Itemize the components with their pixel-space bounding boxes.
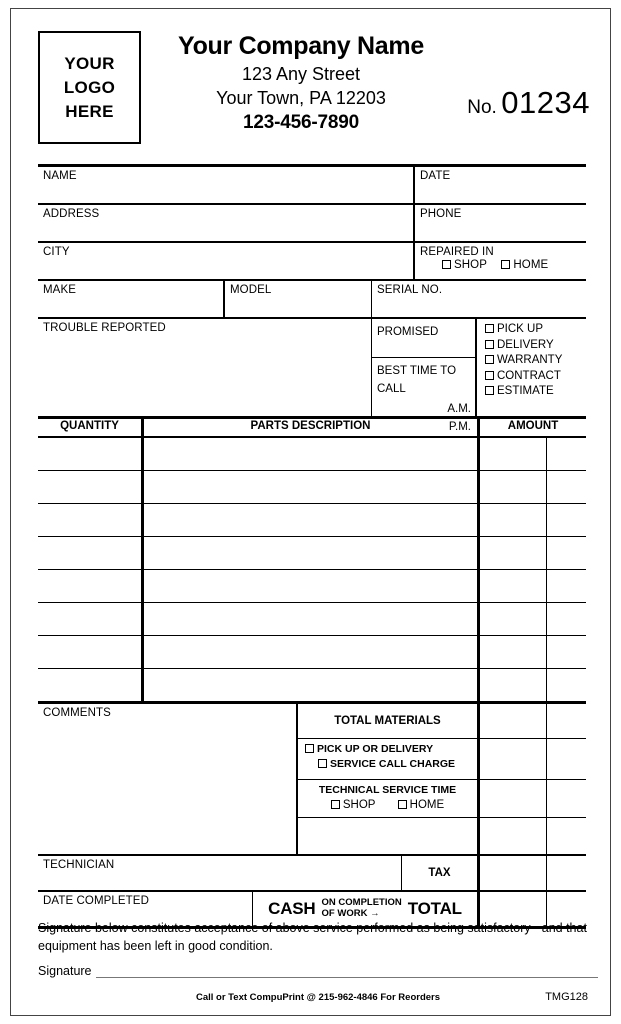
checkbox-tech-time-shop[interactable] <box>331 799 375 811</box>
checkbox-contract-label: CONTRACT <box>497 369 561 382</box>
checkbox-icon <box>485 324 494 333</box>
checkbox-repaired-shop-label: SHOP <box>454 259 487 271</box>
cell-description[interactable] <box>141 438 477 470</box>
cell-quantity[interactable] <box>38 504 141 536</box>
service-options-group <box>475 319 586 416</box>
cash-sub-line-1: ON COMPLETION <box>321 897 402 909</box>
checkbox-warranty[interactable] <box>485 354 586 366</box>
reorder-note: Call or Text CompuPrint @ 215-962-4846 For Reorders <box>195 992 441 1003</box>
arrow-right-icon: → <box>370 908 380 919</box>
field-trouble-reported-label: TROUBLE REPORTED <box>43 322 166 334</box>
company-name: Your Company Name <box>178 32 424 60</box>
checkbox-service-call-charge-label: SERVICE CALL CHARGE <box>330 758 456 770</box>
logo-line-2: LOGO <box>63 78 116 97</box>
cell-amount-dollars[interactable] <box>477 603 546 635</box>
checkbox-delivery[interactable] <box>485 339 586 351</box>
cash-sub-text <box>322 898 402 920</box>
cell-amount-cents[interactable] <box>546 636 586 668</box>
checkbox-service-call-charge[interactable] <box>298 758 467 770</box>
table-row[interactable] <box>38 669 586 701</box>
repaired-in-options <box>420 259 586 271</box>
checkbox-tech-time-home-label: HOME <box>409 799 445 811</box>
acceptance-disclaimer: Signature below constitutes acceptance of above service performed as being satisfactory - and that equipment has been left in good condition. <box>38 921 587 954</box>
column-header-parts-description: PARTS DESCRIPTION <box>141 419 477 436</box>
row-comments-totals <box>38 704 586 854</box>
row-name-date <box>38 167 586 203</box>
invoice-number-value: 01234 <box>501 85 590 120</box>
checkbox-icon <box>331 800 340 809</box>
cell-total-materials-cents[interactable] <box>547 704 586 738</box>
cell-description[interactable] <box>141 504 477 536</box>
company-address-line-1: 123 Any Street <box>241 63 361 84</box>
checkbox-tech-time-home[interactable] <box>398 799 445 811</box>
totals-amount-cents-column <box>546 704 586 854</box>
table-row[interactable] <box>38 471 586 503</box>
parts-table-header <box>38 419 586 436</box>
field-comments[interactable] <box>38 704 296 854</box>
checkbox-icon <box>442 260 451 269</box>
table-row[interactable] <box>38 438 586 470</box>
cell-tech-time-cents[interactable] <box>547 779 586 817</box>
total-label: TOTAL <box>407 899 462 918</box>
field-city[interactable] <box>38 243 413 279</box>
checkbox-icon <box>485 386 494 395</box>
best-time-label: BEST TIME TO CALL <box>377 365 457 395</box>
best-time-pm-label: P.M. <box>448 421 471 433</box>
repaired-in-label: REPAIRED IN <box>420 246 494 258</box>
parts-table-body <box>38 438 586 701</box>
row-totals-blank[interactable] <box>298 817 477 854</box>
tax-label: TAX <box>428 867 451 879</box>
checkbox-icon <box>305 744 314 753</box>
best-time-am-label: A.M. <box>447 403 471 415</box>
cell-amount-dollars[interactable] <box>477 636 546 668</box>
field-name[interactable] <box>38 167 413 203</box>
field-best-time-to-call[interactable] <box>372 357 475 433</box>
field-phone[interactable] <box>413 205 586 241</box>
field-repaired-in <box>413 243 586 279</box>
cell-description[interactable] <box>141 570 477 602</box>
field-technician-label: TECHNICIAN <box>43 859 115 871</box>
cell-amount-dollars[interactable] <box>477 570 546 602</box>
field-name-label: NAME <box>43 170 77 182</box>
company-address-line-2: Your Town, PA 12203 <box>216 88 386 108</box>
row-city-repaired <box>38 243 586 279</box>
cell-amount-dollars[interactable] <box>477 504 546 536</box>
field-date-label: DATE <box>420 170 451 182</box>
invoice-form <box>10 8 611 1016</box>
field-phone-label: PHONE <box>420 208 462 220</box>
cash-sub-line-2: OF WORK <box>321 908 368 919</box>
checkbox-icon <box>318 759 327 768</box>
checkbox-delivery-label: DELIVERY <box>497 338 554 351</box>
cell-description[interactable] <box>141 636 477 668</box>
logo-placeholder-box[interactable] <box>38 31 141 144</box>
totals-labels-column <box>296 704 477 854</box>
cell-amount-cents[interactable] <box>546 504 586 536</box>
signature-row <box>38 964 598 978</box>
promised-group <box>371 319 475 433</box>
cell-amount-cents[interactable] <box>546 570 586 602</box>
field-technician[interactable] <box>38 856 401 890</box>
cell-amount-dollars[interactable] <box>477 471 546 503</box>
signature-line[interactable] <box>96 965 598 978</box>
cell-amount-cents[interactable] <box>546 603 586 635</box>
cell-amount-dollars[interactable] <box>477 438 546 470</box>
form-code: TMG128 <box>545 991 588 1003</box>
company-phone: 123-456-7890 <box>243 111 359 133</box>
cash-label: CASH <box>268 899 316 918</box>
field-promised-label: PROMISED <box>377 326 439 338</box>
cell-amount-cents[interactable] <box>546 669 586 701</box>
checkbox-repaired-shop[interactable] <box>442 259 487 271</box>
checkbox-repaired-home-label: HOME <box>513 259 549 271</box>
row-technical-service-time <box>298 779 477 817</box>
field-model-label: MODEL <box>230 284 272 296</box>
field-serial-no-label: SERIAL NO. <box>377 284 443 296</box>
signature-label: Signature <box>38 964 92 978</box>
cell-quantity[interactable] <box>38 471 141 503</box>
checkbox-contract[interactable] <box>485 370 586 382</box>
cell-tax-dollars[interactable] <box>477 856 546 890</box>
checkbox-icon <box>398 800 407 809</box>
checkbox-icon <box>501 260 510 269</box>
row-make-model-serial <box>38 281 586 317</box>
cell-quantity[interactable] <box>38 636 141 668</box>
cell-total-materials-dollars[interactable] <box>480 704 546 738</box>
cell-quantity[interactable] <box>38 438 141 470</box>
field-city-label: CITY <box>43 246 70 258</box>
invoice-number <box>467 85 590 121</box>
cell-amount-dollars[interactable] <box>477 537 546 569</box>
technical-service-time-options <box>298 799 477 811</box>
table-row[interactable] <box>38 537 586 569</box>
field-promised[interactable] <box>372 319 475 357</box>
field-comments-label: COMMENTS <box>43 707 111 719</box>
table-row[interactable] <box>38 570 586 602</box>
cell-pickup-dollars[interactable] <box>480 738 546 779</box>
field-tax-label-cell <box>401 856 477 890</box>
cell-blank-dollars[interactable] <box>480 817 546 854</box>
cell-amount-cents[interactable] <box>546 438 586 470</box>
cell-amount-dollars[interactable] <box>477 669 546 701</box>
table-row[interactable] <box>38 504 586 536</box>
cell-quantity[interactable] <box>38 603 141 635</box>
cell-description[interactable] <box>141 471 477 503</box>
company-info <box>151 33 451 134</box>
field-address[interactable] <box>38 205 413 241</box>
column-header-quantity: QUANTITY <box>60 420 119 432</box>
checkbox-tech-time-shop-label: SHOP <box>342 799 376 811</box>
cell-quantity[interactable] <box>38 537 141 569</box>
cell-description[interactable] <box>141 603 477 635</box>
cell-amount-cents[interactable] <box>546 537 586 569</box>
checkbox-icon <box>485 340 494 349</box>
checkbox-pick-up-label: PICK UP <box>497 323 544 335</box>
cell-blank-cents[interactable] <box>547 817 586 854</box>
logo-line-1: YOUR <box>64 54 115 73</box>
totals-amount-dollars-column <box>477 704 546 854</box>
checkbox-icon <box>485 355 494 364</box>
row-technician-tax <box>38 856 586 890</box>
logo-line-3: HERE <box>65 102 114 121</box>
form-header <box>11 9 610 135</box>
checkbox-icon <box>485 371 494 380</box>
field-model[interactable] <box>223 281 371 317</box>
checkbox-pick-up-or-delivery[interactable] <box>298 743 467 755</box>
row-address-phone <box>38 205 586 241</box>
cell-quantity[interactable] <box>38 669 141 701</box>
field-trouble-reported[interactable] <box>38 319 371 416</box>
cell-pickup-cents[interactable] <box>547 738 586 779</box>
total-materials-label: TOTAL MATERIALS <box>334 715 441 727</box>
checkbox-warranty-label: WARRANTY <box>497 354 563 366</box>
cell-tech-time-dollars[interactable] <box>480 779 546 817</box>
technical-service-time-label: TECHNICAL SERVICE TIME <box>318 784 457 796</box>
field-make-label: MAKE <box>43 284 76 296</box>
checkbox-estimate[interactable] <box>485 385 586 397</box>
field-address-label: ADDRESS <box>43 208 100 220</box>
form-body <box>38 164 586 929</box>
row-pickup-service-charge <box>298 738 477 779</box>
field-make[interactable] <box>38 281 223 317</box>
invoice-number-label: No. <box>467 97 497 118</box>
row-total-materials <box>298 704 477 738</box>
checkbox-estimate-label: ESTIMATE <box>497 385 554 397</box>
table-row[interactable] <box>38 603 586 635</box>
cell-tax-cents[interactable] <box>546 856 586 890</box>
cell-description[interactable] <box>141 669 477 701</box>
cell-amount-cents[interactable] <box>546 471 586 503</box>
field-date-completed-label: DATE COMPLETED <box>43 895 149 907</box>
cell-description[interactable] <box>141 537 477 569</box>
checkbox-repaired-home[interactable] <box>501 259 548 271</box>
field-serial-no[interactable] <box>371 281 586 317</box>
checkbox-pick-up-or-delivery-label: PICK UP OR DELIVERY <box>317 743 434 755</box>
checkbox-pick-up[interactable] <box>485 323 586 335</box>
column-header-amount: AMOUNT <box>477 419 586 436</box>
table-row[interactable] <box>38 636 586 668</box>
field-date[interactable] <box>413 167 586 203</box>
cell-quantity[interactable] <box>38 570 141 602</box>
